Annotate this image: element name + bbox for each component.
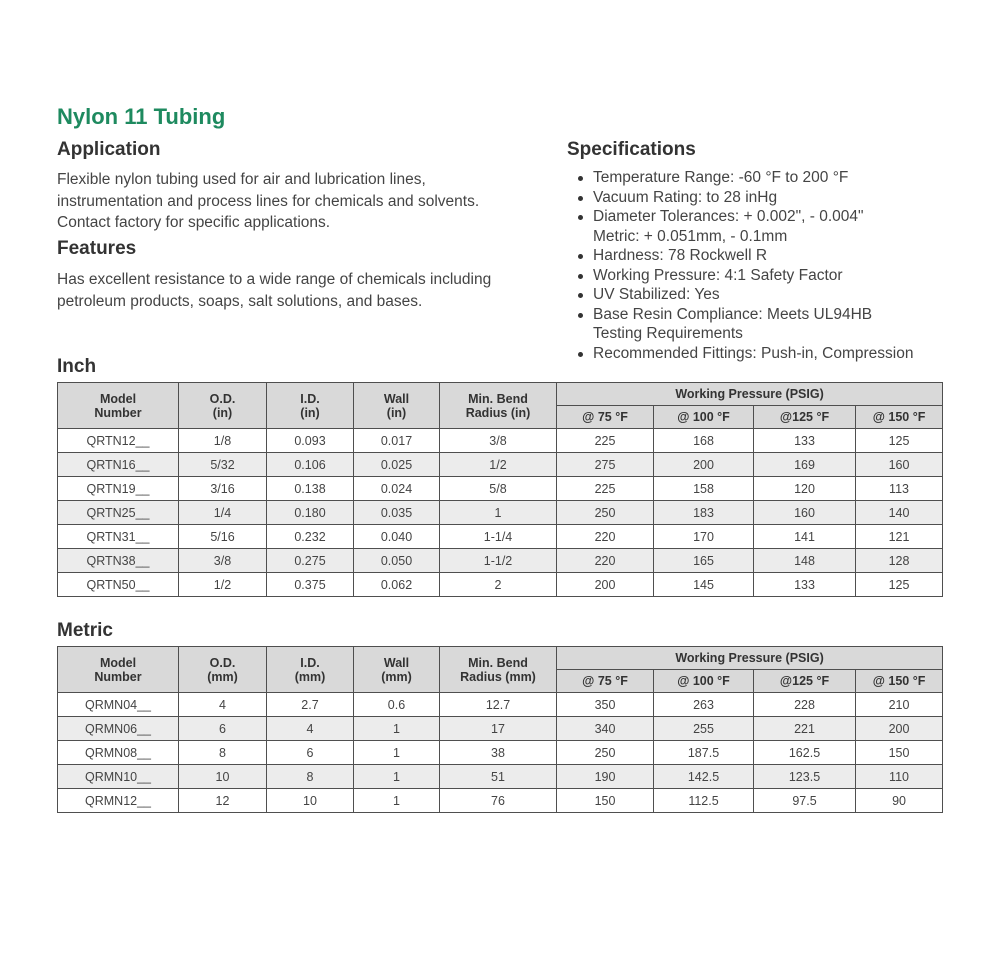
table-row [58, 693, 943, 717]
table-cell: 128 [856, 549, 943, 573]
table-cell: 133 [754, 429, 856, 453]
table-cell: 1-1/2 [440, 549, 557, 573]
column-header-line: Model [99, 391, 137, 406]
inch-heading: Inch [57, 356, 97, 377]
table-cell: 1 [354, 765, 440, 789]
table-cell: 162.5 [754, 741, 856, 765]
table-cell: 160 [856, 453, 943, 477]
table-row [58, 573, 943, 597]
column-header-id [267, 383, 354, 429]
spec-item [576, 168, 913, 188]
table-row [58, 717, 943, 741]
table-cell: 5/32 [179, 453, 267, 477]
table-cell: 225 [557, 477, 654, 501]
spec-item-text: Temperature Range: -60 °F to 200 °F [593, 169, 849, 186]
specifications-list [576, 168, 913, 363]
table-cell: 0.232 [267, 525, 354, 549]
table-cell: 210 [856, 693, 943, 717]
table-row [58, 741, 943, 765]
table-cell: 221 [754, 717, 856, 741]
column-header-temp: @ 75 °F [557, 670, 654, 693]
table-row [58, 789, 943, 813]
table-cell: 142.5 [654, 765, 754, 789]
table-cell: 5/16 [179, 525, 267, 549]
model-number-cell: QRMN08__ [58, 741, 179, 765]
column-header-model [58, 383, 179, 429]
table-cell: 168 [654, 429, 754, 453]
model-number-cell: QRTN31__ [58, 525, 179, 549]
column-header-bend [440, 383, 557, 429]
table-cell: 340 [557, 717, 654, 741]
table-cell: 187.5 [654, 741, 754, 765]
features-text [57, 269, 491, 312]
table-cell: 1 [354, 789, 440, 813]
column-header-line: Number [94, 669, 142, 684]
table-cell: 275 [557, 453, 654, 477]
table-cell: 150 [557, 789, 654, 813]
table-cell: 3/8 [440, 429, 557, 453]
table-cell: 200 [856, 717, 943, 741]
column-header-line: I.D. [300, 655, 320, 670]
table-cell: 0.6 [354, 693, 440, 717]
table-cell: 169 [754, 453, 856, 477]
model-number-cell: QRMN12__ [58, 789, 179, 813]
features-heading: Features [57, 238, 137, 259]
spec-item-text: Recommended Fittings: Push-in, Compression [593, 344, 914, 362]
spec-item [576, 207, 913, 246]
table-cell: 200 [654, 453, 754, 477]
column-header-line: Radius (mm) [460, 669, 536, 684]
table-cell: 1/8 [179, 429, 267, 453]
features-line: Has excellent resistance to a wide range of chemicals including [57, 271, 492, 288]
table-cell: 0.017 [354, 429, 440, 453]
table-cell: 133 [754, 573, 856, 597]
column-header-temp: @ 150 °F [856, 670, 943, 693]
model-number-cell: QRMN06__ [58, 717, 179, 741]
table-cell: 1/2 [440, 453, 557, 477]
table-cell: 4 [179, 693, 267, 717]
application-text [57, 169, 479, 234]
spec-item-text: UV Stabilized: Yes [593, 286, 720, 303]
table-cell: 3/16 [179, 477, 267, 501]
table-row [58, 477, 943, 501]
table-cell: 0.375 [267, 573, 354, 597]
table-cell: 10 [267, 789, 354, 813]
table-cell: 200 [557, 573, 654, 597]
spec-item [576, 188, 913, 208]
column-header-line: (mm) [207, 669, 238, 684]
table-cell: 255 [654, 717, 754, 741]
table-cell: 5/8 [440, 477, 557, 501]
column-header-line: Model [99, 655, 137, 670]
table-cell: 2.7 [267, 693, 354, 717]
table-cell: 0.024 [354, 477, 440, 501]
table-cell: 51 [440, 765, 557, 789]
table-row [58, 429, 943, 453]
table-row [58, 549, 943, 573]
table-cell: 97.5 [754, 789, 856, 813]
column-header-id [267, 647, 354, 693]
column-header-line: Min. Bend [468, 655, 528, 670]
column-header-wall [354, 383, 440, 429]
table-cell: 12 [179, 789, 267, 813]
table-cell: 8 [267, 765, 354, 789]
model-number-cell: QRTN16__ [58, 453, 179, 477]
column-header-line: O.D. [209, 655, 236, 670]
application-line: Contact factory for specific applications. [57, 214, 331, 231]
model-number-cell: QRTN12__ [58, 429, 179, 453]
model-number-cell: QRTN38__ [58, 549, 179, 573]
inch-table [57, 382, 943, 597]
table-cell: 0.040 [354, 525, 440, 549]
table-row [58, 525, 943, 549]
table-cell: 160 [754, 501, 856, 525]
table-cell: 220 [557, 525, 654, 549]
table-cell: 1-1/4 [440, 525, 557, 549]
table-cell: 141 [754, 525, 856, 549]
table-cell: 183 [654, 501, 754, 525]
table-cell: 0.275 [267, 549, 354, 573]
column-header-temp: @125 °F [754, 670, 856, 693]
column-header-line: (in) [386, 405, 407, 420]
table-cell: 17 [440, 717, 557, 741]
table-cell: 170 [654, 525, 754, 549]
table-cell: 0.106 [267, 453, 354, 477]
column-header-temp: @ 100 °F [654, 406, 754, 429]
table-cell: 1 [354, 741, 440, 765]
specifications-heading: Specifications [567, 139, 696, 160]
spec-item [576, 305, 913, 344]
column-header-temp: @ 75 °F [557, 406, 654, 429]
model-number-cell: QRTN50__ [58, 573, 179, 597]
model-number-cell: QRMN04__ [58, 693, 179, 717]
table-cell: 3/8 [179, 549, 267, 573]
table-cell: 76 [440, 789, 557, 813]
spec-item-text: Testing Requirements [593, 325, 743, 342]
table-cell: 110 [856, 765, 943, 789]
table-cell: 225 [557, 429, 654, 453]
column-header-temp: @ 100 °F [654, 670, 754, 693]
table-cell: 228 [754, 693, 856, 717]
column-header-line: Wall [383, 655, 410, 670]
column-header-line: Number [94, 405, 142, 420]
table-cell: 6 [179, 717, 267, 741]
table-cell: 125 [856, 573, 943, 597]
table-cell: 121 [856, 525, 943, 549]
column-header-line: (mm) [381, 669, 412, 684]
column-header-line: O.D. [209, 391, 236, 406]
features-line: petroleum products, soaps, salt solutions, and bases. [57, 292, 423, 310]
model-number-cell: QRMN10__ [58, 765, 179, 789]
table-row [58, 765, 943, 789]
spec-item-text: Hardness: 78 Rockwell R [593, 247, 768, 264]
table-cell: 1 [440, 501, 557, 525]
column-header-temp: @125 °F [754, 406, 856, 429]
table-cell: 112.5 [654, 789, 754, 813]
table-cell: 10 [179, 765, 267, 789]
model-number-cell: QRTN19__ [58, 477, 179, 501]
table-cell: 165 [654, 549, 754, 573]
table-cell: 1 [354, 717, 440, 741]
spec-item [576, 344, 913, 364]
table-cell: 120 [754, 477, 856, 501]
metric-heading: Metric [57, 620, 113, 641]
spec-item-text: Working Pressure: 4:1 Safety Factor [593, 266, 843, 284]
table-cell: 125 [856, 429, 943, 453]
column-header-od [179, 647, 267, 693]
metric-table [57, 646, 943, 813]
table-cell: 148 [754, 549, 856, 573]
table-row [58, 453, 943, 477]
spec-item [576, 266, 913, 286]
spec-item-text: Vacuum Rating: to 28 inHg [593, 188, 778, 206]
column-header-line: (in) [212, 405, 233, 420]
table-cell: 250 [557, 501, 654, 525]
page-title: Nylon 11 Tubing [57, 104, 226, 129]
table-cell: 90 [856, 789, 943, 813]
application-line: Flexible nylon tubing used for air and lubrication lines, [57, 171, 426, 188]
table-cell: 145 [654, 573, 754, 597]
table-cell: 0.093 [267, 429, 354, 453]
column-header-model [58, 647, 179, 693]
column-header-temp: @ 150 °F [856, 406, 943, 429]
table-cell: 263 [654, 693, 754, 717]
table-cell: 1/2 [179, 573, 267, 597]
table-cell: 0.062 [354, 573, 440, 597]
spec-item [576, 285, 913, 305]
table-cell: 123.5 [754, 765, 856, 789]
table-cell: 250 [557, 741, 654, 765]
table-cell: 6 [267, 741, 354, 765]
column-header-line: (in) [300, 405, 320, 420]
table-cell: 140 [856, 501, 943, 525]
table-cell: 0.050 [354, 549, 440, 573]
application-heading: Application [57, 139, 161, 160]
table-cell: 190 [557, 765, 654, 789]
table-cell: 2 [440, 573, 557, 597]
table-cell: 150 [856, 741, 943, 765]
spec-item [576, 246, 913, 266]
spec-item-text: Diameter Tolerances: + 0.002", - 0.004" [593, 208, 864, 225]
column-header-line: (mm) [294, 669, 326, 684]
table-cell: 0.025 [354, 453, 440, 477]
column-header-bend [440, 647, 557, 693]
column-header-line: Radius (in) [465, 405, 531, 420]
table-row [58, 501, 943, 525]
table-cell: 158 [654, 477, 754, 501]
table-cell: 0.138 [267, 477, 354, 501]
column-header-working-pressure: Working Pressure (PSIG) [557, 383, 943, 406]
table-cell: 8 [179, 741, 267, 765]
table-cell: 113 [856, 477, 943, 501]
model-number-cell: QRTN25__ [58, 501, 179, 525]
table-cell: 1/4 [179, 501, 267, 525]
table-cell: 0.180 [267, 501, 354, 525]
table-cell: 0.035 [354, 501, 440, 525]
column-header-line: Min. Bend [468, 391, 528, 406]
spec-item-text: Base Resin Compliance: Meets UL94HB [593, 305, 873, 323]
table-cell: 38 [440, 741, 557, 765]
spec-item-text: Metric: + 0.051mm, - 0.1mm [593, 227, 788, 245]
column-header-line: I.D. [300, 391, 320, 406]
table-cell: 220 [557, 549, 654, 573]
column-header-od [179, 383, 267, 429]
column-header-working-pressure: Working Pressure (PSIG) [557, 647, 943, 670]
table-cell: 350 [557, 693, 654, 717]
table-cell: 4 [267, 717, 354, 741]
table-cell: 12.7 [440, 693, 557, 717]
column-header-line: Wall [383, 391, 410, 406]
column-header-wall [354, 647, 440, 693]
application-line: instrumentation and process lines for chemicals and solvents. [57, 192, 480, 210]
